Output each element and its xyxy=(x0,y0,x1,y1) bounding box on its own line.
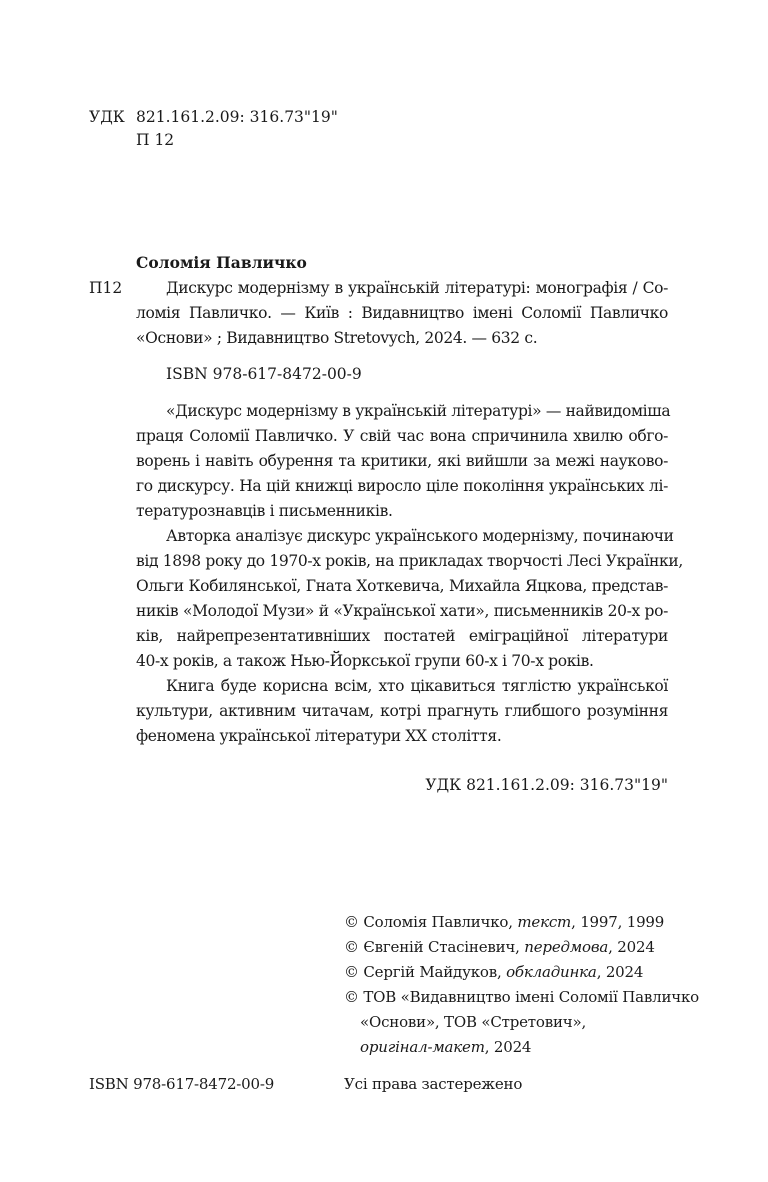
annotation-line: Авторка аналізує дискурс українського модернізму, починаючи xyxy=(166,527,674,545)
annotation-line: ників «Молодої Музи» й «Української хати», письменників 20-х ро- xyxy=(136,602,668,620)
annotation-line: ків, найрепрезентативніших постатей еміграційної літератури xyxy=(136,627,668,645)
bib-line: «Основи» ; Видавництво Stretovych, 2024. — 632 с. xyxy=(136,329,538,347)
annotation-line: «Дискурс модернізму в українській літературі» — найвидоміша xyxy=(166,402,671,420)
footer-isbn: ISBN 978-617-8472-00-9 xyxy=(89,1075,275,1093)
rights-reserved: Усі права застережено xyxy=(344,1075,523,1093)
udk-code: 821.161.2.09: 316.73"19" xyxy=(136,108,338,126)
copyright-line: © Євгеній Стасіневич, передмова, 2024 xyxy=(344,938,655,956)
annotation-line: праця Соломії Павличко. У свій час вона спричинила хвилю обго- xyxy=(136,427,668,445)
catalog-sign: П12 xyxy=(89,279,123,297)
annotation-line: го дискурсу. На цій книжці виросло ціле покоління українських лі- xyxy=(136,477,668,495)
publisher-copyright-line: оригінал-макет, 2024 xyxy=(360,1038,532,1056)
annotation-line: від 1898 року до 1970-х років, на прикладах творчості Лесі Українки, xyxy=(136,552,683,570)
isbn-line: ISBN 978-617-8472-00-9 xyxy=(166,365,362,383)
annotation-line: ворень і навіть обурення та критики, які вийшли за межі науково- xyxy=(136,452,668,470)
copyright-line: © Соломія Павличко, текст, 1997, 1999 xyxy=(344,913,665,931)
bib-line: ломія Павличко. — Київ : Видавництво імені Соломії Павличко xyxy=(136,304,668,322)
annotation-line: культури, активним читачам, котрі прагнуть глибшого розуміння xyxy=(136,702,668,720)
publisher-copyright-line: © ТОВ «Видавництво імені Соломії Павличко xyxy=(344,988,699,1006)
annotation-line: феномена української літератури ХХ століття. xyxy=(136,727,502,745)
bib-line: Дискурс модернізму в українській літературі: монографія / Со- xyxy=(166,279,668,297)
udk-label: УДК xyxy=(89,108,125,126)
publisher-copyright-line: «Основи», ТОВ «Стретович», xyxy=(360,1013,587,1031)
author-sign: П 12 xyxy=(136,131,175,149)
author-name: Соломія Павличко xyxy=(136,253,307,272)
annotation-line: тературознавців і письменників. xyxy=(136,502,393,520)
annotation-line: 40-х років, а також Нью-Йоркської групи 60-х і 70-х років. xyxy=(136,652,594,670)
annotation-line: Ольги Кобилянської, Гната Хоткевича, Михайла Яцкова, представ- xyxy=(136,577,668,595)
copyright-line: © Сергій Майдуков, обкладинка, 2024 xyxy=(344,963,644,981)
udk-bottom: УДК 821.161.2.09: 316.73"19" xyxy=(425,776,668,794)
annotation-line: Книга буде корисна всім, хто цікавиться тяглістю української xyxy=(166,677,668,695)
